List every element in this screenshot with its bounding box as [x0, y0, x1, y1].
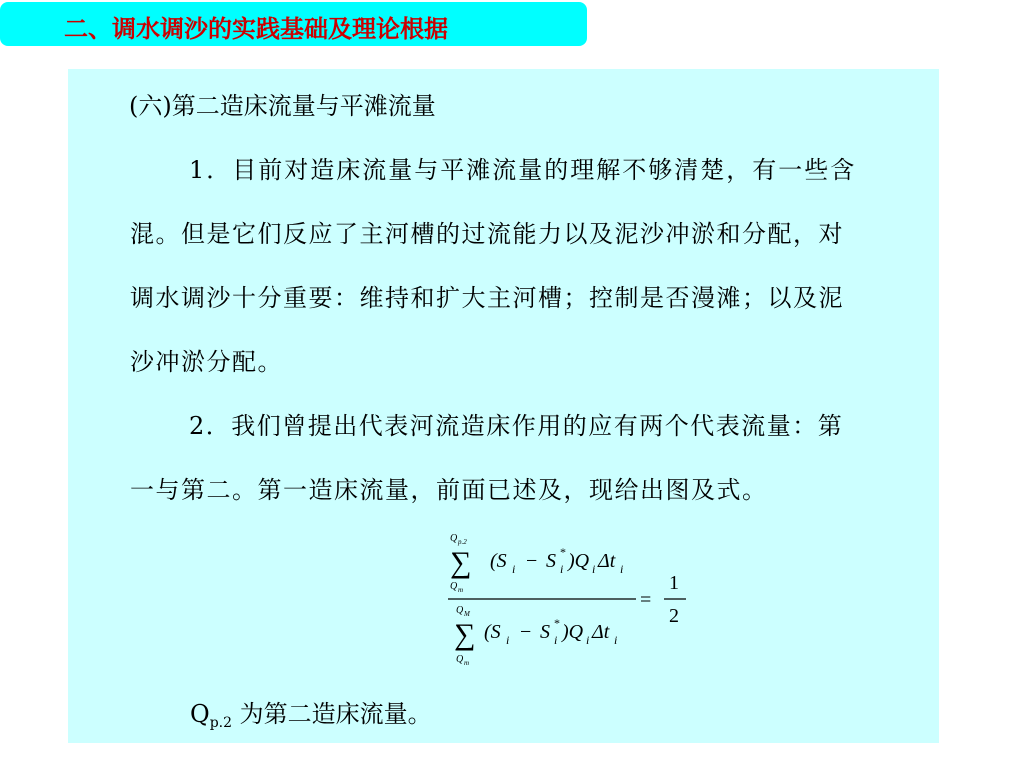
- den-i1: i: [506, 633, 510, 647]
- num-lower-limit: Q: [450, 581, 458, 592]
- num-open: (S: [490, 550, 507, 572]
- paragraph2-line1: 2．我们曾提出代表河流造床作用的应有两个代表流量：第: [189, 412, 844, 440]
- caption-symbol: Q: [190, 700, 210, 728]
- den-lower-limit-sub: m: [464, 659, 470, 667]
- num-lower-limit-sub: m: [458, 586, 464, 594]
- formula: [440, 528, 700, 668]
- den-upper-limit: Q: [456, 605, 464, 616]
- paragraph1-line1: 1．目前对造床流量与平滩流量的理解不够清楚，有一些含: [189, 156, 857, 184]
- paragraph1-line4: 沙冲淤分配。: [130, 348, 283, 376]
- paragraph1-line2: 混。但是它们反应了主河槽的过流能力以及泥沙冲淤和分配，对: [130, 220, 844, 248]
- slide-title: 二、调水调沙的实践基础及理论根据: [64, 15, 448, 43]
- den-i3: i: [586, 633, 590, 647]
- den-sigma: ∑: [454, 618, 476, 651]
- den-i4: i: [614, 633, 618, 647]
- num-i2: i: [560, 562, 564, 576]
- paragraph2-line2: 一与第二。第一造床流量，前面已述及，现给出图及式。: [130, 476, 768, 504]
- rhs-numerator: 1: [669, 572, 679, 594]
- den-star: *: [554, 616, 560, 630]
- num-close: )Q: [568, 550, 590, 572]
- den-lower-limit: Q: [456, 654, 464, 665]
- caption: [190, 694, 432, 731]
- equals-sign: =: [640, 589, 652, 611]
- den-i2: i: [554, 633, 558, 647]
- num-i3: i: [592, 562, 596, 576]
- num-i4: i: [620, 562, 624, 576]
- num-star: *: [560, 545, 566, 559]
- den-close: )Q: [562, 621, 584, 643]
- caption-text: 为第二造床流量。: [232, 700, 432, 728]
- num-i1: i: [512, 562, 516, 576]
- num-upper-limit: Q: [450, 533, 458, 544]
- den-open: (S: [484, 621, 501, 643]
- num-S: S: [546, 550, 556, 572]
- paragraph1-line3: 调水调沙十分重要：维持和扩大主河槽；控制是否漫滩；以及泥: [130, 284, 844, 312]
- num-minus: −: [526, 550, 538, 572]
- den-S: S: [540, 621, 550, 643]
- num-sigma: ∑: [450, 546, 472, 579]
- den-upper-limit-sub: M: [464, 610, 470, 618]
- den-minus: −: [520, 621, 532, 643]
- section-heading: (六)第二造床流量与平滩流量: [129, 92, 436, 120]
- num-upper-limit-sub: p.2: [458, 538, 467, 546]
- den-delta-t: Δt: [592, 621, 610, 643]
- caption-subscript: p.2: [209, 715, 233, 731]
- num-delta-t: Δt: [598, 550, 616, 572]
- title-bar: [0, 2, 587, 46]
- rhs-denominator: 2: [669, 605, 679, 627]
